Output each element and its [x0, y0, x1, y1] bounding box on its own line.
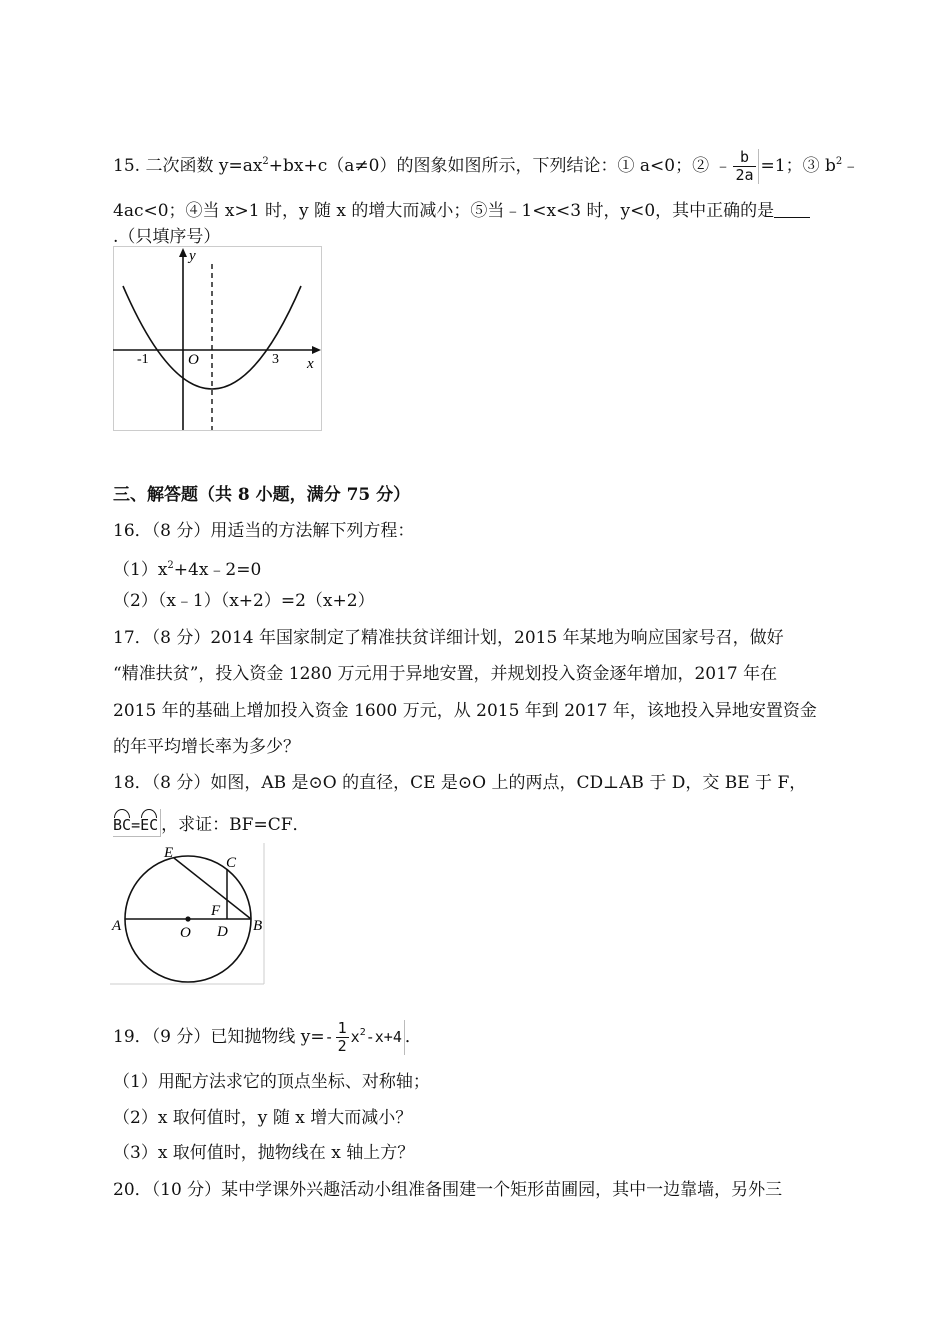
label-c: C	[226, 855, 237, 871]
q15-parabola-graph	[113, 246, 323, 432]
x-axis-arrow	[312, 346, 321, 354]
q17-line4	[113, 736, 300, 758]
q19-part1	[113, 1071, 430, 1093]
q16-stem	[113, 520, 414, 542]
q16-part2	[113, 590, 375, 612]
q18-line2	[113, 809, 310, 837]
q18-line1-text: 18．（8 分）如图，AB 是⊙O 的直径，CE 是⊙O 上的两点，CD⊥AB 于 D，交 BE 于 F，	[113, 773, 807, 793]
q19-part3	[113, 1142, 414, 1164]
arc-ec: EC	[140, 809, 158, 836]
q17-line1-text: 17．（8 分）2014 年国家制定了精准扶贫详细计划，2015 年某地为响应国家号召，做好	[113, 628, 784, 648]
q18-line1	[113, 772, 806, 794]
q19-stem-a: 19．（9 分）已知抛物线 y=	[113, 1027, 325, 1047]
neg-one-label: -1	[137, 352, 149, 367]
q18-line2-rest: ，求证：BF=CF．	[161, 815, 310, 835]
q19-stem	[113, 1020, 422, 1055]
q19-p2-text: （2）x 取何值时，y 随 x 增大而减小？	[113, 1108, 413, 1128]
q19-sup: 2	[359, 1027, 366, 1038]
label-f: F	[211, 903, 221, 919]
q16-part1	[113, 555, 261, 581]
q19-formula	[325, 1020, 405, 1055]
q15-text-d: ﹣	[842, 156, 860, 176]
q19-frac-den: 2	[337, 1037, 347, 1055]
label-a: A	[112, 918, 122, 934]
q19-fraction	[336, 1020, 349, 1055]
q15-text-b: +bx+c（a≠0）的图象如图所示，下列结论：① a<0；② ﹣	[268, 156, 732, 176]
section3-heading-text: 三、解答题（共 8 小题，满分 75 分）	[113, 485, 411, 505]
q15-frac-den: 2a	[735, 166, 754, 184]
q16-p1-b: +4x﹣2=0	[173, 560, 262, 580]
q17-line1	[113, 627, 784, 649]
label-e: E	[164, 845, 174, 861]
q15-line3	[113, 226, 220, 248]
q15-line1	[113, 149, 859, 184]
q16-p1-a: （1）x	[113, 560, 168, 580]
q16-p2-text: （2）（x﹣1）（x+2）=2（x+2）	[113, 591, 375, 611]
y-label: y	[189, 248, 196, 264]
q15-frac-num: b	[733, 149, 755, 167]
q15-sup2: 2	[835, 156, 843, 167]
y-axis-arrow	[179, 248, 187, 257]
q17-line3	[113, 700, 817, 722]
label-b: B	[253, 918, 263, 934]
q19-part2	[113, 1107, 412, 1129]
q16-p1-sup: 2	[167, 560, 174, 571]
center-dot	[185, 916, 190, 921]
q16-stem-text: 16．（8 分）用适当的方法解下列方程：	[113, 521, 415, 541]
q19-p3-text: （3）x 取何值时，抛物线在 x 轴上方？	[113, 1143, 415, 1163]
q15-text-line3: .（只填序号）	[113, 227, 221, 247]
q19-stem-end: ．	[404, 1027, 422, 1047]
q15-text-a: 15. 二次函数 y=ax	[113, 156, 263, 176]
q19-p1-text: （1）用配方法求它的顶点坐标、对称轴；	[113, 1072, 430, 1092]
label-o: O	[180, 925, 191, 941]
q15-sup: 2	[262, 156, 269, 167]
q20-line1	[113, 1179, 782, 1201]
q17-line2	[113, 663, 777, 685]
arc-bc: BC	[113, 809, 131, 836]
three-label: 3	[272, 352, 279, 367]
x-label: x	[307, 356, 314, 372]
q19-tail: -x+4	[365, 1028, 402, 1046]
q19-x: x	[350, 1028, 360, 1046]
q20-line1-text: 20．（10 分）某中学课外兴趣活动小组准备围建一个矩形苗圃园，其中一边靠墙，另外三	[113, 1180, 783, 1200]
q18-arc-equation	[113, 809, 161, 837]
q19-frac-num: 1	[337, 1019, 347, 1037]
q17-line3-text: 2015 年的基础上增加投入资金 1600 万元，从 2015 年到 2017 年，该地投入异地安置资金	[113, 701, 817, 721]
q17-line2-text: “精准扶贫”，投入资金 1280 万元用于异地安置，并规划投入资金逐年增加，2017 年在	[113, 664, 778, 684]
q15-text-line2: 4ac<0；④当 x>1 时，y 随 x 的增大而减小；⑤当﹣1<x<3 时，y<0，其中正确的是	[113, 201, 775, 221]
label-d: D	[217, 924, 228, 940]
section3-heading	[113, 484, 410, 506]
q19-sign: -	[324, 1028, 334, 1046]
q18-circle-figure	[110, 843, 266, 985]
arc-equals: =	[131, 816, 141, 834]
origin-label: O	[188, 352, 199, 368]
q15-answer-blank	[774, 201, 810, 218]
q15-text-c: =1；③ b	[760, 156, 836, 176]
q15-fraction	[733, 149, 758, 184]
q15-line2	[113, 200, 810, 222]
graph-frame	[114, 247, 322, 431]
q17-line4-text: 的年平均增长率为多少？	[113, 737, 300, 757]
